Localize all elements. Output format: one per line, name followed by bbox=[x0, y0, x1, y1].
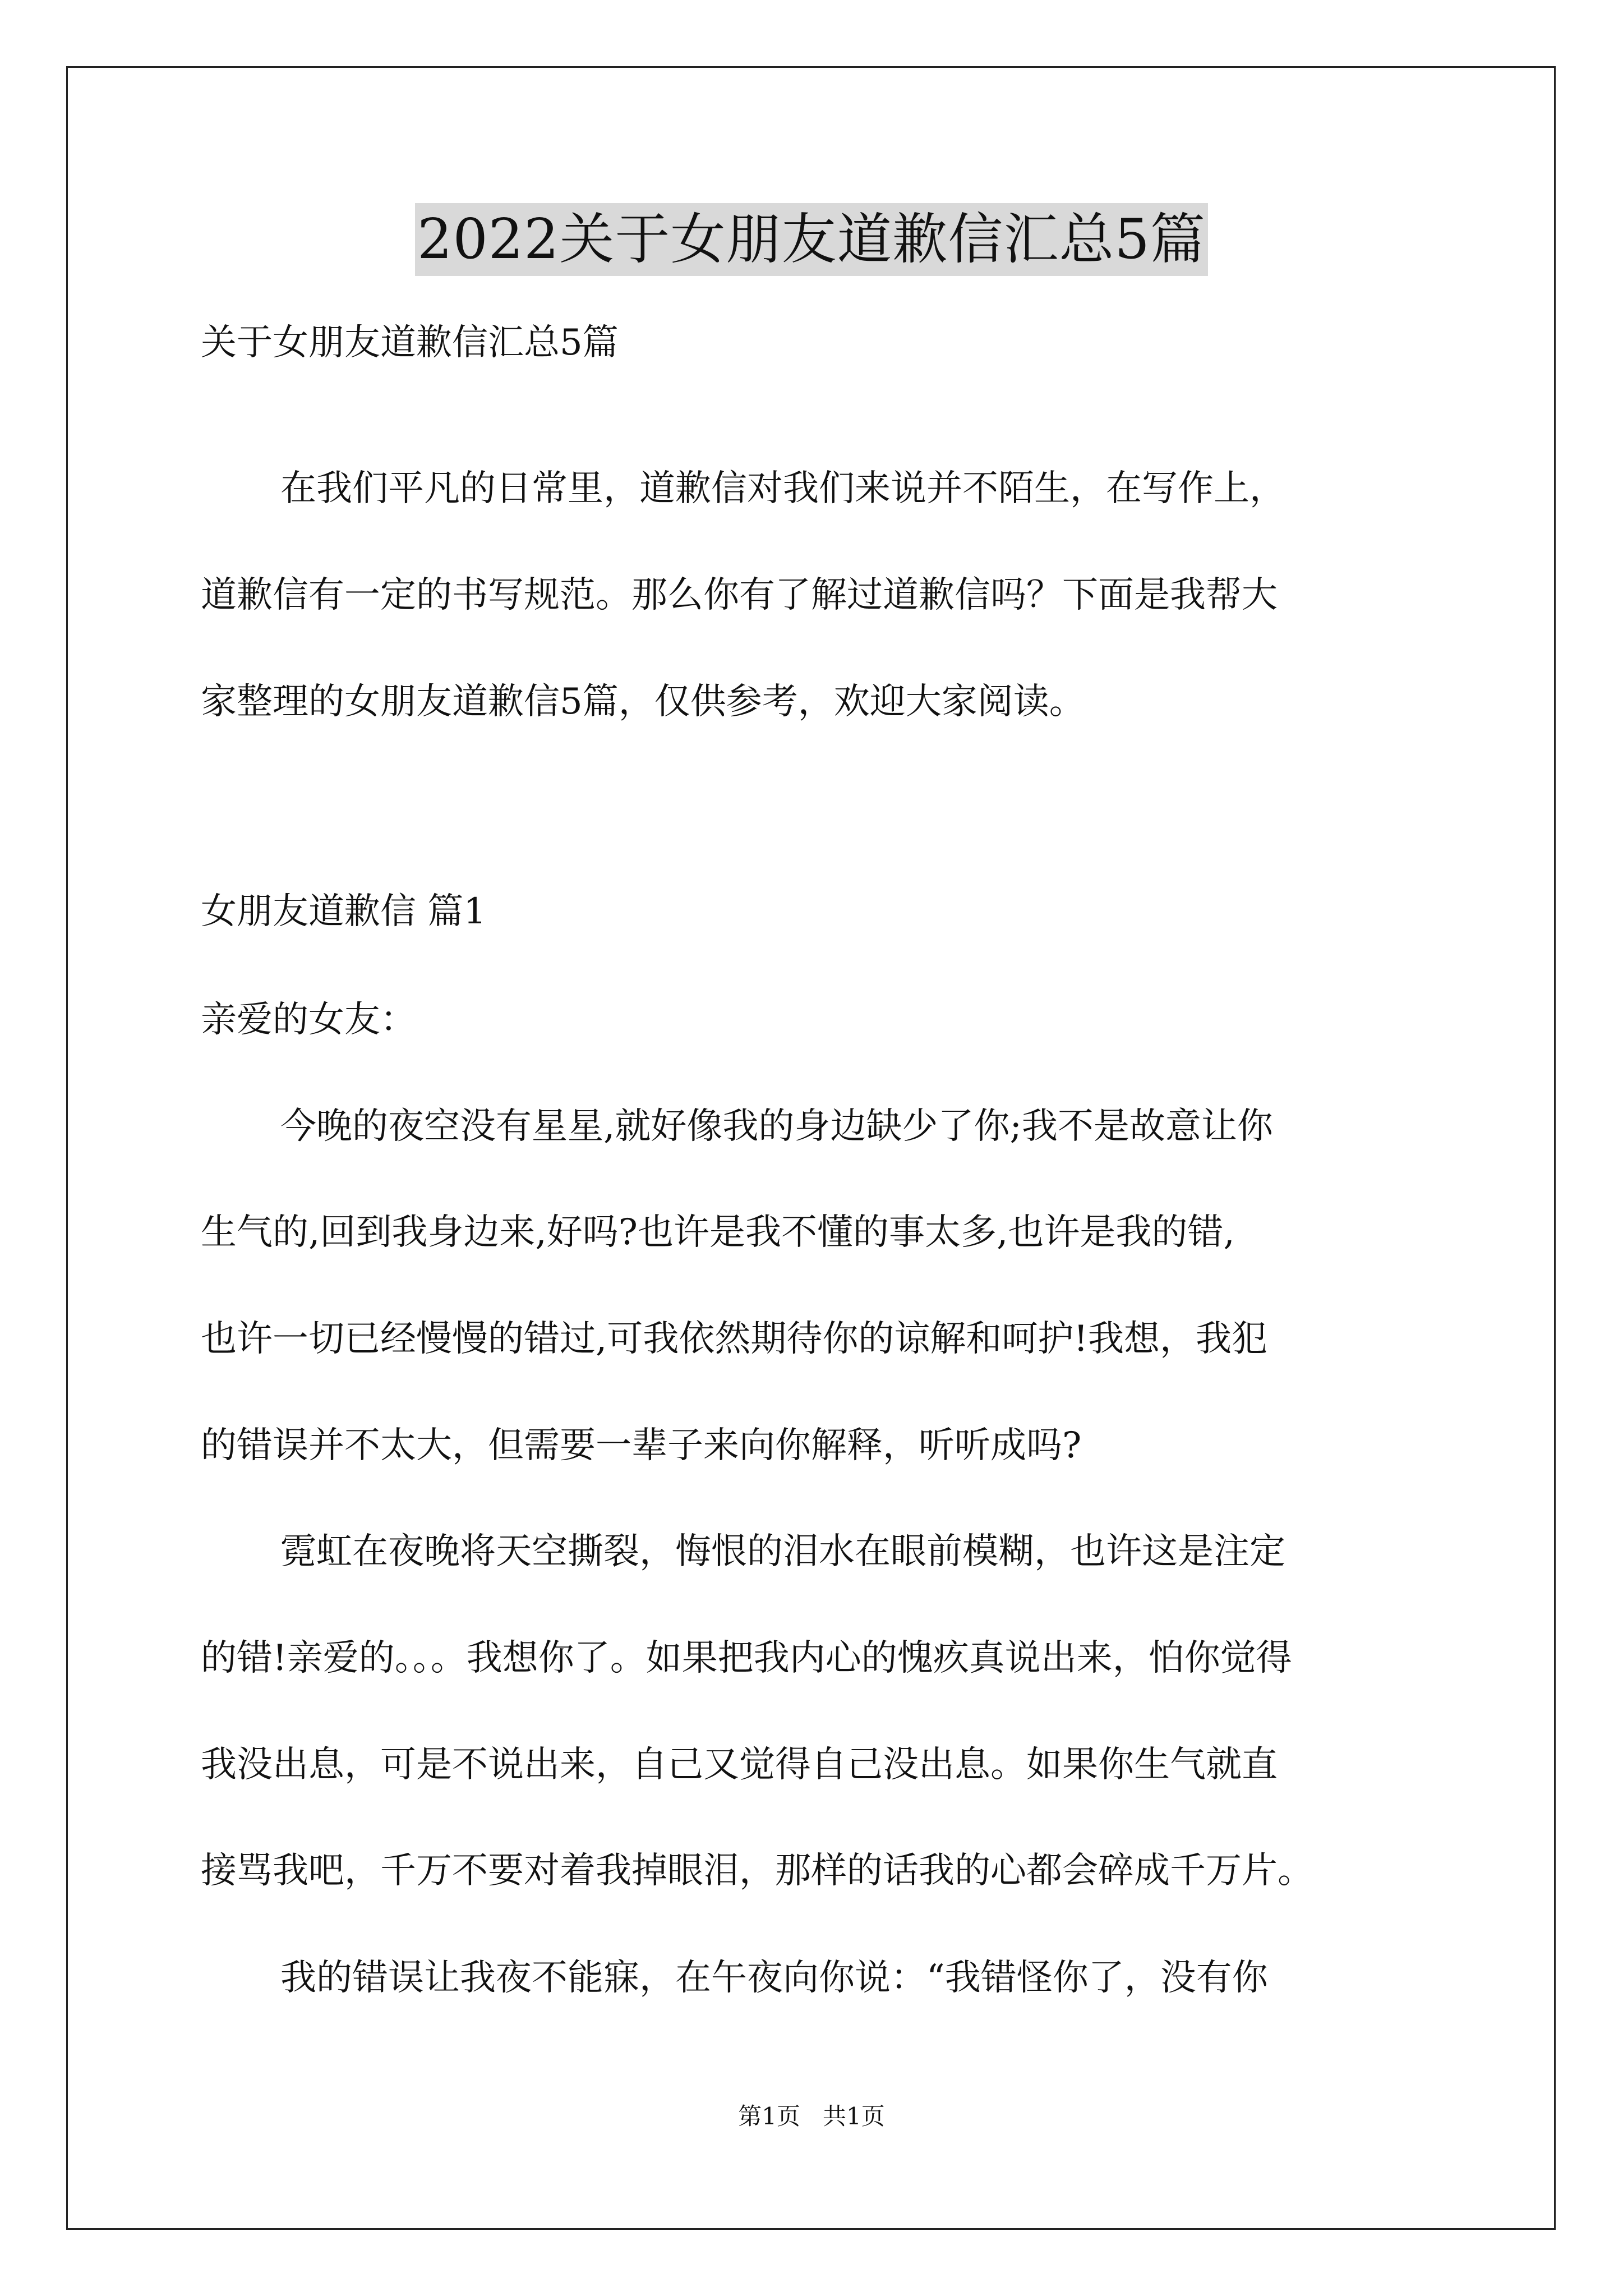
page-total: 共1页 bbox=[823, 2102, 885, 2130]
salutation: 亲爱的女友： bbox=[201, 999, 416, 1041]
intro-line-1: 在我们平凡的日常里，道歉信对我们来说并不陌生，在写作上， bbox=[280, 468, 1285, 509]
page-number: 第1页 bbox=[738, 2102, 800, 2130]
page-footer bbox=[0, 2101, 1623, 2132]
body-line-2: 生气的,回到我身边来,好吗?也许是我不懂的事太多,也许是我的错, bbox=[201, 1212, 1235, 1253]
section-heading-1: 女朋友道歉信 篇1 bbox=[201, 891, 487, 932]
body-line-4: 的错误并不太大，但需要一辈子来向你解释，听听成吗? bbox=[201, 1425, 1082, 1466]
body-line-9: 我的错误让我夜不能寐，在午夜向你说：“我错怪你了，没有你 bbox=[280, 1957, 1268, 1999]
body-line-3: 也许一切已经慢慢的错过,可我依然期待你的谅解和呵护!我想，我犯 bbox=[201, 1318, 1268, 1360]
body-line-6: 的错!亲爱的。。。我想你了。如果把我内心的愧疚真说出来，怕你觉得 bbox=[201, 1637, 1292, 1679]
body-line-8: 接骂我吧，千万不要对着我掉眼泪，那样的话我的心都会碎成千万片。 bbox=[201, 1850, 1313, 1892]
subtitle-line: 关于女朋友道歉信汇总5篇 bbox=[201, 322, 619, 364]
body-line-7: 我没出息，可是不说出来，自己又觉得自己没出息。如果你生气就直 bbox=[201, 1744, 1278, 1786]
intro-line-2: 道歉信有一定的书写规范。那么你有了解过道歉信吗？下面是我帮大 bbox=[201, 574, 1278, 616]
body-line-1: 今晚的夜空没有星星,就好像我的身边缺少了你;我不是故意让你 bbox=[280, 1106, 1273, 1147]
title-container bbox=[0, 203, 1623, 276]
intro-line-3: 家整理的女朋友道歉信5篇，仅供参考，欢迎大家阅读。 bbox=[201, 681, 1085, 723]
body-line-5: 霓虹在夜晚将天空撕裂，悔恨的泪水在眼前模糊，也许这是注定 bbox=[280, 1531, 1285, 1572]
document-title: 2022关于女朋友道歉信汇总5篇 bbox=[415, 203, 1208, 276]
